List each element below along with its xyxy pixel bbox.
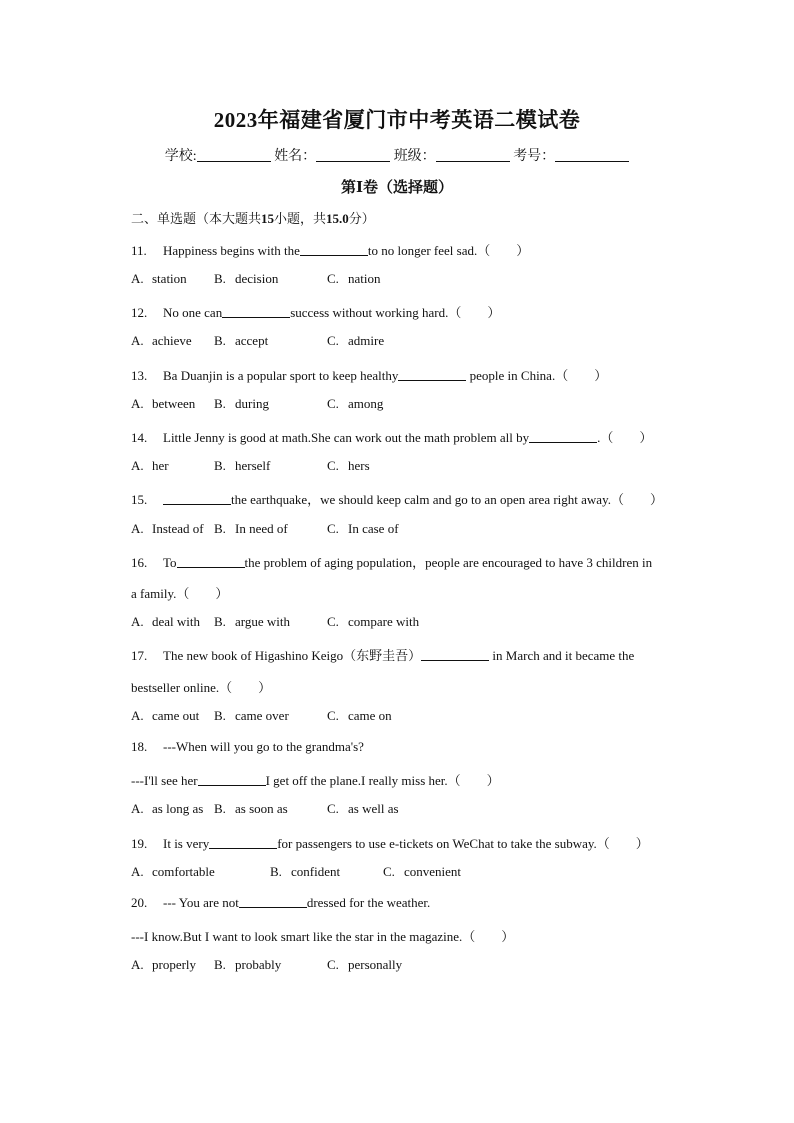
option-text: nation [348, 271, 381, 286]
question-text: bestseller online.（ ） [131, 680, 272, 695]
question-text: ---When will you go to the grandma's? [163, 739, 364, 754]
question-text: The new book of Higashino Keigo（东野圭吾） [163, 648, 422, 663]
option-text: deal with [152, 614, 201, 629]
section-heading: 第Ⅰ卷（选择题） [340, 180, 454, 196]
option-a[interactable] [131, 333, 192, 349]
question-text: Little Jenny is good at math.She can work out the math problem all by [163, 430, 530, 445]
option-c[interactable] [327, 521, 399, 537]
part-mid: 小题，共 [274, 211, 327, 226]
page-title: 2023年福建省厦门市中考英语二模试卷 [213, 108, 581, 132]
option-text: convenient [404, 864, 462, 879]
option-text: herself [235, 458, 271, 473]
class-blank[interactable] [436, 147, 510, 162]
part-score: 15.0 [326, 211, 349, 226]
option-text: came on [348, 708, 392, 723]
option-letter: C. [327, 801, 339, 816]
question-number: 12. [131, 305, 148, 320]
option-letter: A. [131, 458, 144, 473]
option-letter: C. [327, 396, 339, 411]
name-blank[interactable] [316, 147, 390, 162]
option-letter: B. [214, 708, 226, 723]
option-text: among [348, 396, 384, 411]
option-letter: A. [131, 271, 144, 286]
option-letter: A. [131, 864, 144, 879]
answer-blank[interactable] [529, 430, 597, 443]
option-b[interactable] [214, 333, 268, 349]
option-c[interactable] [327, 396, 383, 412]
option-text: accept [235, 333, 269, 348]
question-text: to no longer feel sad.（ ） [367, 243, 530, 258]
option-text: admire [348, 333, 385, 348]
part-suffix: 分） [348, 211, 375, 226]
option-text: hers [348, 458, 370, 473]
answer-blank[interactable] [198, 773, 266, 786]
part-heading [131, 208, 375, 227]
question-text: I get off the plane.I really miss her.（ ） [265, 773, 500, 788]
question-text: a family.（ ） [131, 586, 229, 601]
question-number: 15. [131, 492, 148, 507]
class-label: 班级： [393, 149, 436, 164]
question-14 [131, 427, 652, 446]
answer-blank[interactable] [209, 836, 277, 849]
question-text: the problem of aging population，people are encouraged to have 3 children in [244, 555, 653, 570]
school-blank[interactable] [197, 147, 271, 162]
question-text: for passengers to use e-tickets on WeChat to take the subway.（ ） [277, 836, 649, 851]
student-info-line [0, 145, 794, 165]
option-text: In need of [235, 521, 288, 536]
option-text: comfortable [152, 864, 215, 879]
question-11 [131, 240, 529, 259]
part-count: 15 [261, 211, 275, 226]
question-13 [131, 365, 607, 384]
question-number: 11. [131, 243, 147, 258]
option-letter: B. [214, 396, 226, 411]
question-text: --- You are not [163, 895, 239, 910]
option-text: during [235, 396, 269, 411]
option-a[interactable] [131, 864, 215, 880]
option-a[interactable] [131, 271, 187, 287]
question-text: .（ ） [597, 430, 653, 445]
option-b[interactable] [270, 864, 340, 880]
option-a[interactable] [131, 801, 203, 817]
option-text: compare with [348, 614, 420, 629]
option-letter: B. [214, 458, 226, 473]
question-text: in March and it became the [489, 648, 635, 663]
option-letter: A. [131, 708, 144, 723]
option-text: decision [235, 271, 279, 286]
exam-number-blank[interactable] [555, 147, 629, 162]
answer-blank[interactable] [222, 305, 290, 318]
option-b[interactable] [214, 957, 281, 973]
option-letter: C. [327, 458, 339, 473]
option-letter: B. [270, 864, 282, 879]
school-label: 学校: [164, 149, 197, 164]
option-text: In case of [348, 521, 399, 536]
option-letter: C. [327, 708, 339, 723]
part-prefix: 二、单选题（本大题共 [131, 211, 262, 226]
option-b[interactable] [214, 521, 288, 537]
question-17-continuation [131, 677, 271, 696]
question-text: the earthquake，we should keep calm and go to an open area right away.（ ） [231, 492, 663, 507]
option-text: between [152, 396, 196, 411]
option-text: personally [348, 957, 403, 972]
option-a[interactable] [131, 708, 199, 724]
option-a[interactable] [131, 458, 169, 474]
question-18 [131, 739, 364, 755]
question-number: 18. [131, 739, 148, 754]
option-letter: A. [131, 801, 144, 816]
option-c[interactable] [327, 458, 370, 474]
option-letter: C. [383, 864, 395, 879]
option-b[interactable] [214, 458, 270, 474]
question-15 [131, 489, 663, 508]
question-text: Happiness begins with the [163, 243, 300, 258]
option-letter: A. [131, 333, 144, 348]
option-c[interactable] [327, 271, 381, 287]
option-letter: C. [327, 614, 339, 629]
question-text: No one can [163, 305, 223, 320]
question-number: 13. [131, 368, 148, 383]
question-18-line2 [131, 770, 500, 789]
answer-blank[interactable] [421, 648, 489, 661]
option-c[interactable] [327, 614, 419, 630]
answer-blank[interactable] [300, 243, 368, 256]
option-text: Instead of [152, 521, 204, 536]
option-text: as soon as [235, 801, 288, 816]
option-c[interactable] [327, 957, 402, 973]
option-a[interactable] [131, 957, 196, 973]
option-c[interactable] [383, 864, 461, 880]
question-text: ---I know.But I want to look smart like the star in the magazine.（ ） [131, 929, 515, 944]
question-text: people in China.（ ） [466, 368, 608, 383]
option-b[interactable] [214, 396, 269, 412]
option-letter: B. [214, 271, 226, 286]
option-b[interactable] [214, 708, 289, 724]
exam-number-label: 考号： [513, 149, 556, 164]
question-20-line2 [131, 926, 514, 945]
answer-blank[interactable] [177, 555, 245, 568]
option-letter: C. [327, 521, 339, 536]
question-12 [131, 302, 500, 321]
question-text: Ba Duanjin is a popular sport to keep healthy [163, 368, 399, 383]
option-text: achieve [152, 333, 192, 348]
question-17 [131, 645, 634, 664]
question-text: ---I'll see her [131, 773, 198, 788]
option-letter: C. [327, 333, 339, 348]
question-text: To [163, 555, 177, 570]
option-text: station [152, 271, 187, 286]
answer-blank[interactable] [239, 895, 307, 908]
option-text: properly [152, 957, 197, 972]
option-a[interactable] [131, 614, 200, 630]
option-a[interactable] [131, 396, 195, 412]
option-b[interactable] [214, 801, 288, 817]
option-letter: A. [131, 396, 144, 411]
option-letter: A. [131, 614, 144, 629]
option-letter: B. [214, 801, 226, 816]
option-c[interactable] [327, 333, 384, 349]
option-text: probably [235, 957, 282, 972]
option-a[interactable] [131, 521, 204, 537]
option-letter: B. [214, 614, 226, 629]
question-number: 19. [131, 836, 148, 851]
option-c[interactable] [327, 801, 399, 817]
question-text: dressed for the weather. [306, 895, 431, 910]
option-text: argue with [235, 614, 290, 629]
question-number: 20. [131, 895, 148, 910]
option-text: as well as [348, 801, 399, 816]
name-label: 姓名： [274, 149, 317, 164]
option-letter: B. [214, 333, 226, 348]
option-b[interactable] [214, 271, 278, 287]
question-number: 14. [131, 430, 148, 445]
option-text: confident [291, 864, 341, 879]
question-number: 17. [131, 648, 148, 663]
option-text: her [152, 458, 169, 473]
option-letter: A. [131, 521, 144, 536]
question-16 [131, 552, 652, 571]
option-text: came over [235, 708, 289, 723]
question-text: It is very [163, 836, 210, 851]
answer-blank[interactable] [163, 492, 231, 505]
option-letter: B. [214, 521, 226, 536]
question-19 [131, 833, 649, 852]
option-b[interactable] [214, 614, 290, 630]
question-16-continuation [131, 583, 228, 602]
question-text: success without working hard.（ ） [290, 305, 501, 320]
option-letter: B. [214, 957, 226, 972]
option-letter: C. [327, 957, 339, 972]
option-letter: A. [131, 957, 144, 972]
option-c[interactable] [327, 708, 392, 724]
answer-blank[interactable] [398, 368, 466, 381]
option-text: came out [152, 708, 200, 723]
question-number: 16. [131, 555, 148, 570]
question-20 [131, 895, 430, 911]
option-letter: C. [327, 271, 339, 286]
option-text: as long as [152, 801, 204, 816]
